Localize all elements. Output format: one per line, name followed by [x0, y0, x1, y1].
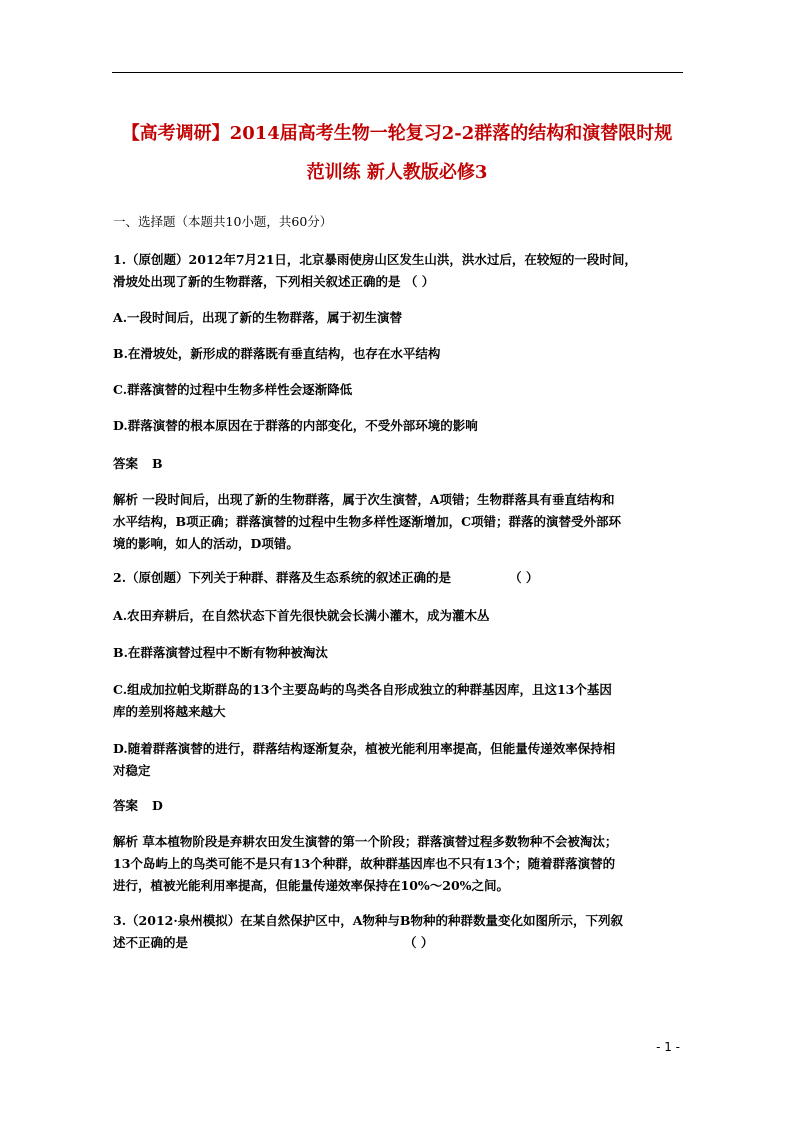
- question-1-option-c: C.群落演替的过程中生物多样性会逐渐降低: [113, 382, 353, 397]
- answer-value: B: [152, 456, 163, 471]
- analysis-line: 水平结构，B项正确；群落演替的过程中生物多样性逐渐增加，C项错；群落的演替受外部环: [113, 514, 622, 529]
- analysis-line: 境的影响，如人的活动，D项错。: [113, 536, 299, 551]
- document-title-line1: [100, 114, 694, 154]
- document-title-line2: 范训练 新人教版必修3: [306, 162, 488, 183]
- answer-blank: （ ）: [509, 570, 539, 585]
- analysis-line: 进行，植被光能利用率提高，但能量传递效率保持在10%～20%之间。: [113, 878, 510, 893]
- option-line: C.组成加拉帕戈斯群岛的13个主要岛屿的鸟类各自形成独立的种群基因库，且这13个基因: [113, 682, 612, 697]
- question-3-stem: [113, 910, 685, 954]
- page-number: - 1 -: [656, 1040, 680, 1054]
- question-1-stem: [113, 249, 685, 293]
- question-3-stem-line: [113, 932, 685, 954]
- question-3-stem-text: 述不正确的是: [113, 935, 189, 950]
- question-2-option-c: [113, 679, 685, 723]
- option-line: D.随着群落演替的进行，群落结构逐渐复杂，植被光能利用率提高，但能量传递效率保持相: [113, 741, 616, 756]
- answer-blank: （ ）: [404, 935, 434, 950]
- question-1-analysis: [113, 489, 685, 555]
- question-2-stem-text: 2.（原创题）下列关于种群、群落及生态系统的叙述正确的是: [113, 570, 452, 585]
- question-1-stem-line: 滑坡处出现了新的生物群落，下列相关叙述正确的是 （ ）: [113, 274, 435, 289]
- header-rule: [112, 72, 683, 73]
- option-line: 对稳定: [113, 763, 151, 778]
- analysis-line: 13个岛屿上的鸟类可能不是只有13个种群，故种群基因库也不只有13个；随着群落演替的: [113, 856, 616, 871]
- question-1-option-d: D.群落演替的根本原因在于群落的内部变化，不受外部环境的影响: [113, 418, 478, 433]
- question-1-answer: [113, 453, 685, 475]
- analysis-line: 解析 草本植物阶段是弃耕农田发生演替的第一个阶段；群落演替过程多数物种不会被淘汰；: [113, 834, 618, 849]
- option-line: 库的差别将越来越大: [113, 704, 226, 719]
- question-2-option-a: A.农田弃耕后，在自然状态下首先很快就会长满小灌木，成为灌木丛: [113, 608, 490, 623]
- question-1-option-a: A.一段时间后，出现了新的生物群落，属于初生演替: [113, 310, 403, 325]
- question-1-option-b: B.在滑坡处，新形成的群落既有垂直结构，也存在水平结构: [113, 346, 441, 361]
- analysis-line: 解析 一段时间后，出现了新的生物群落，属于次生演替，A项错；生物群落具有垂直结构和: [113, 492, 615, 507]
- question-2-option-d: [113, 738, 685, 782]
- question-2-analysis: [113, 831, 685, 897]
- question-2-answer: [113, 795, 685, 817]
- title-line1: 2014届高考生物一轮复习2-2群落的结构和演替限时规: [229, 123, 673, 144]
- question-2-option-b: B.在群落演替过程中不断有物种被淘汰: [113, 645, 328, 660]
- question-2-stem: [113, 567, 685, 589]
- title-prefix: 【高考调研】: [121, 123, 230, 144]
- answer-value: D: [152, 798, 163, 813]
- question-1-stem-line: 1.（原创题）2012年7月21日，北京暴雨使房山区发生山洪，洪水过后，在较短的一段时间，: [113, 252, 637, 267]
- answer-label: 答案: [113, 798, 139, 813]
- answer-label: 答案: [113, 456, 139, 471]
- question-3-stem-line: 3.（2012·泉州模拟）在某自然保护区中，A物种与B物种的种群数量变化如图所示，下列叙: [113, 913, 623, 928]
- section-heading: 一、选择题（本题共10小题，共60分）: [113, 214, 333, 229]
